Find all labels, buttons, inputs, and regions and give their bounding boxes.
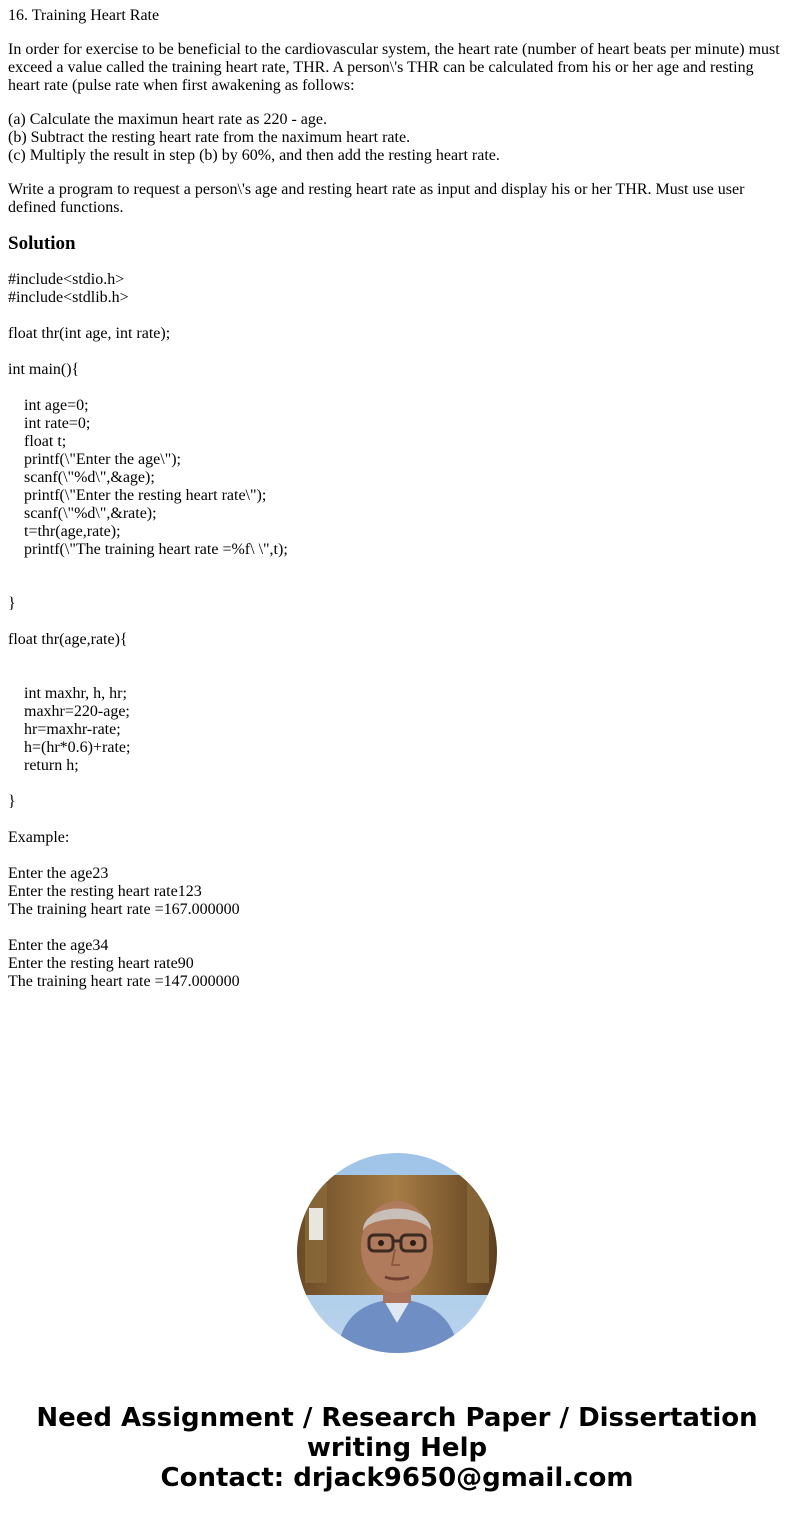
example-label: Example:	[8, 829, 70, 846]
promo-banner	[0, 1403, 794, 1493]
example-output-line: Enter the resting heart rate90	[8, 955, 194, 972]
code-line: int age=0;	[24, 397, 89, 414]
document-body	[8, 7, 786, 991]
author-avatar	[297, 1153, 497, 1353]
blank-line	[8, 919, 786, 937]
code-line: h=(hr*0.6)+rate;	[24, 739, 131, 756]
question-steps	[8, 111, 786, 165]
question-intro: In order for exercise to be beneficial to the cardiovascular system, the heart rate (number of heart beats per minute) must exceed a value called the training heart rate, THR. A person\'s THR can be calculated from his or her age and resting heart rate (pulse rate when first awakening as follows:	[8, 41, 780, 94]
example-output-line: The training heart rate =167.000000	[8, 901, 240, 918]
code-line: int maxhr, h, hr;	[24, 685, 127, 702]
step-b: (b) Subtract the resting heart rate from the naximum heart rate.	[8, 129, 411, 146]
code-line: int main(){	[8, 361, 80, 378]
code-line: float thr(age,rate){	[8, 631, 128, 648]
question-title: 16. Training Heart Rate	[8, 7, 160, 24]
code-line: printf(\"The training heart rate =%f\ \",t);	[24, 541, 288, 558]
promo-line: writing Help	[306, 1433, 488, 1463]
solution-code	[8, 271, 786, 991]
code-line: float thr(int age, int rate);	[8, 325, 171, 342]
blank-line	[8, 811, 786, 829]
blank-line	[8, 577, 786, 595]
example-output-line: Enter the age23	[8, 865, 109, 882]
step-c: (c) Multiply the result in step (b) by 60%, and then add the resting heart rate.	[8, 147, 500, 164]
promo-line: Need Assignment / Research Paper / Dissertation	[36, 1403, 758, 1433]
code-line: printf(\"Enter the age\");	[24, 451, 181, 468]
question-task: Write a program to request a person\'s age and resting heart rate as input and display his or her THR. Must use user defined functions.	[8, 181, 745, 216]
code-line: }	[8, 793, 16, 810]
example-output-line: The training heart rate =147.000000	[8, 973, 240, 990]
blank-line	[8, 379, 786, 397]
example-output-line: Enter the age34	[8, 937, 109, 954]
blank-line	[8, 613, 786, 631]
blank-line	[8, 559, 786, 577]
solution-heading: Solution	[8, 233, 76, 254]
blank-line	[8, 847, 786, 865]
blank-line	[8, 667, 786, 685]
code-line: float t;	[24, 433, 67, 450]
code-line: t=thr(age,rate);	[24, 523, 121, 540]
code-line: printf(\"Enter the resting heart rate\");	[24, 487, 267, 504]
code-line: int rate=0;	[24, 415, 91, 432]
code-line: hr=maxhr-rate;	[24, 721, 121, 738]
blank-line	[8, 775, 786, 793]
code-line: #include<stdio.h>	[8, 271, 125, 288]
example-output-line: Enter the resting heart rate123	[8, 883, 202, 900]
blank-line	[8, 649, 786, 667]
blank-line	[8, 343, 786, 361]
code-line: return h;	[24, 757, 79, 774]
code-line: maxhr=220-age;	[24, 703, 130, 720]
blank-line	[8, 307, 786, 325]
code-line: scanf(\"%d\",&rate);	[24, 505, 157, 522]
code-line: }	[8, 595, 16, 612]
step-a: (a) Calculate the maximun heart rate as 220 - age.	[8, 111, 327, 128]
code-line: scanf(\"%d\",&age);	[24, 469, 155, 486]
code-line: #include<stdlib.h>	[8, 289, 129, 306]
promo-contact: Contact: drjack9650@gmail.com	[160, 1463, 634, 1493]
author-photo	[297, 1153, 497, 1353]
